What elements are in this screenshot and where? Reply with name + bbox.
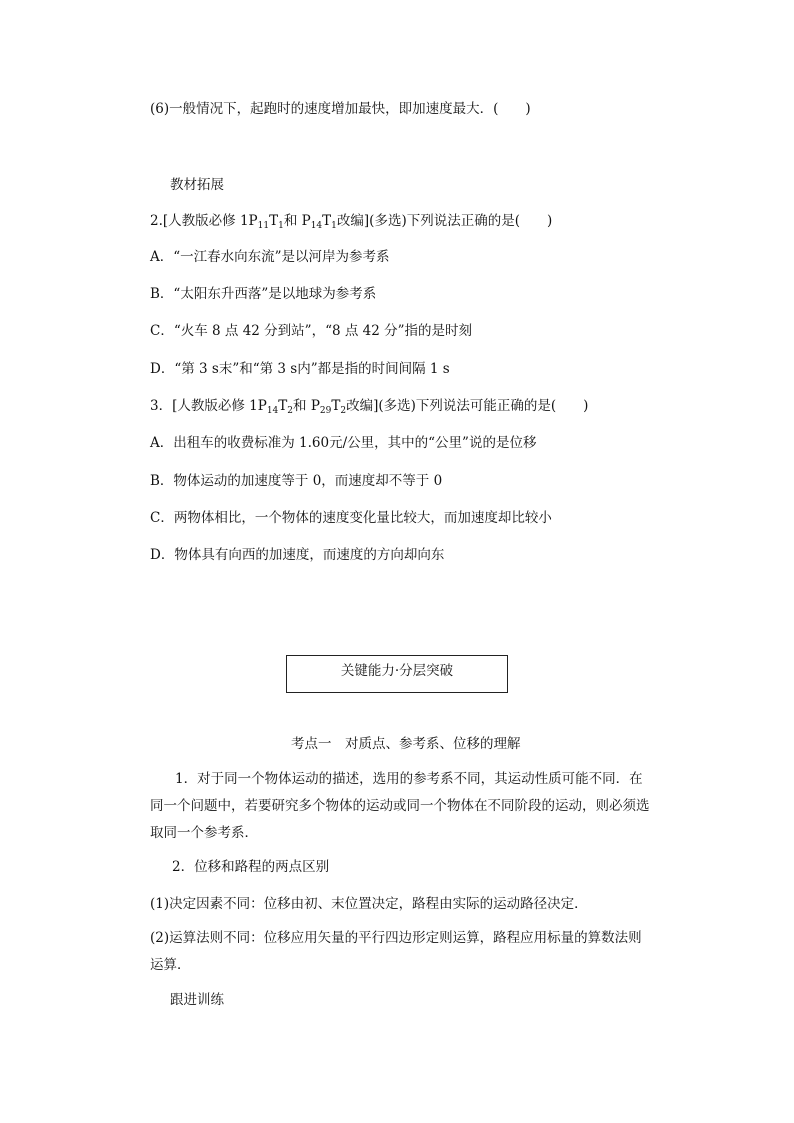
section-title-box	[286, 655, 508, 693]
q3-option-a: A．出租车的收费标准为 1.60元/公里，其中的“公里”说的是位移	[150, 435, 537, 451]
question-2-stem	[150, 211, 552, 231]
q2-suffix: 改编](多选)下列说法正确的是( )	[336, 213, 553, 229]
textbook-extension-heading: 教材拓展	[170, 177, 224, 193]
q2-sub3: 14	[310, 221, 323, 231]
q3-m3: T	[331, 398, 341, 414]
q2-option-d: D．“第 3 s末”和“第 3 s内”都是指的时间间隔 1 s	[150, 361, 450, 377]
q2-m3: T	[322, 213, 332, 229]
q2-sub1: 11	[257, 221, 270, 231]
point-1-paragraph-3: (1)决定因素不同：位移由初、末位置决定，路程由实际的运动路径决定．	[150, 896, 588, 912]
item-6: (6)一般情况下，起跑时的速度增加最快，即加速度最大．( )	[150, 101, 531, 117]
q3-suffix: 改编](多选)下列说法可能正确的是( )	[346, 398, 589, 414]
q3-option-b: B．物体运动的加速度等于 0，而速度却不等于 0	[150, 473, 443, 489]
q3-m2: 和 P	[293, 398, 320, 414]
q2-m2: 和 P	[283, 213, 311, 229]
q2-sub2: 1	[278, 221, 284, 231]
q3-sub3: 29	[319, 406, 332, 416]
q3-option-d: D．物体具有向西的加速度，而速度的方向却向东	[150, 547, 445, 563]
point-1-paragraph-4: (2)运算法则不同：位移应用矢量的平行四边形定则运算，路程应用标量的算数法则运算．	[150, 930, 642, 973]
question-3-stem	[150, 396, 588, 416]
q3-prefix: 3．[人教版必修 1P	[150, 398, 267, 414]
q2-m1: T	[269, 213, 279, 229]
section-title: 关键能力·分层突破	[340, 663, 454, 679]
point-1-title: 考点一 对质点、参考系、位移的理解	[291, 736, 521, 752]
q2-prefix: 2.[人教版必修 1P	[150, 213, 258, 229]
q2-sub4: 1	[331, 221, 337, 231]
q2-option-c: C．“火车 8 点 42 分到站”，“8 点 42 分”指的是时刻	[150, 323, 473, 339]
q2-option-b: B．“太阳东升西落”是以地球为参考系	[150, 286, 377, 302]
q2-option-a: A．“一江春水向东流”是以河岸为参考系	[150, 249, 390, 265]
q3-sub2: 2	[287, 406, 294, 416]
q3-option-c: C．两物体相比，一个物体的速度变化量比较大，而加速度却比较小	[150, 510, 552, 526]
q3-sub1: 14	[266, 406, 279, 416]
q3-m1: T	[278, 398, 288, 414]
point-1-paragraph-1: 1．对于同一个物体运动的描述，选用的参考系不同，其运动性质可能不同．在同一个问题中，若要研究多个物体的运动或同一个物体在不同阶段的运动，则必须选取同一个参考系．	[150, 771, 650, 841]
follow-up-training-heading: 跟进训练	[170, 992, 224, 1008]
q3-sub4: 2	[340, 406, 347, 416]
point-1-paragraph-2: 2．位移和路程的两点区别	[172, 859, 330, 875]
